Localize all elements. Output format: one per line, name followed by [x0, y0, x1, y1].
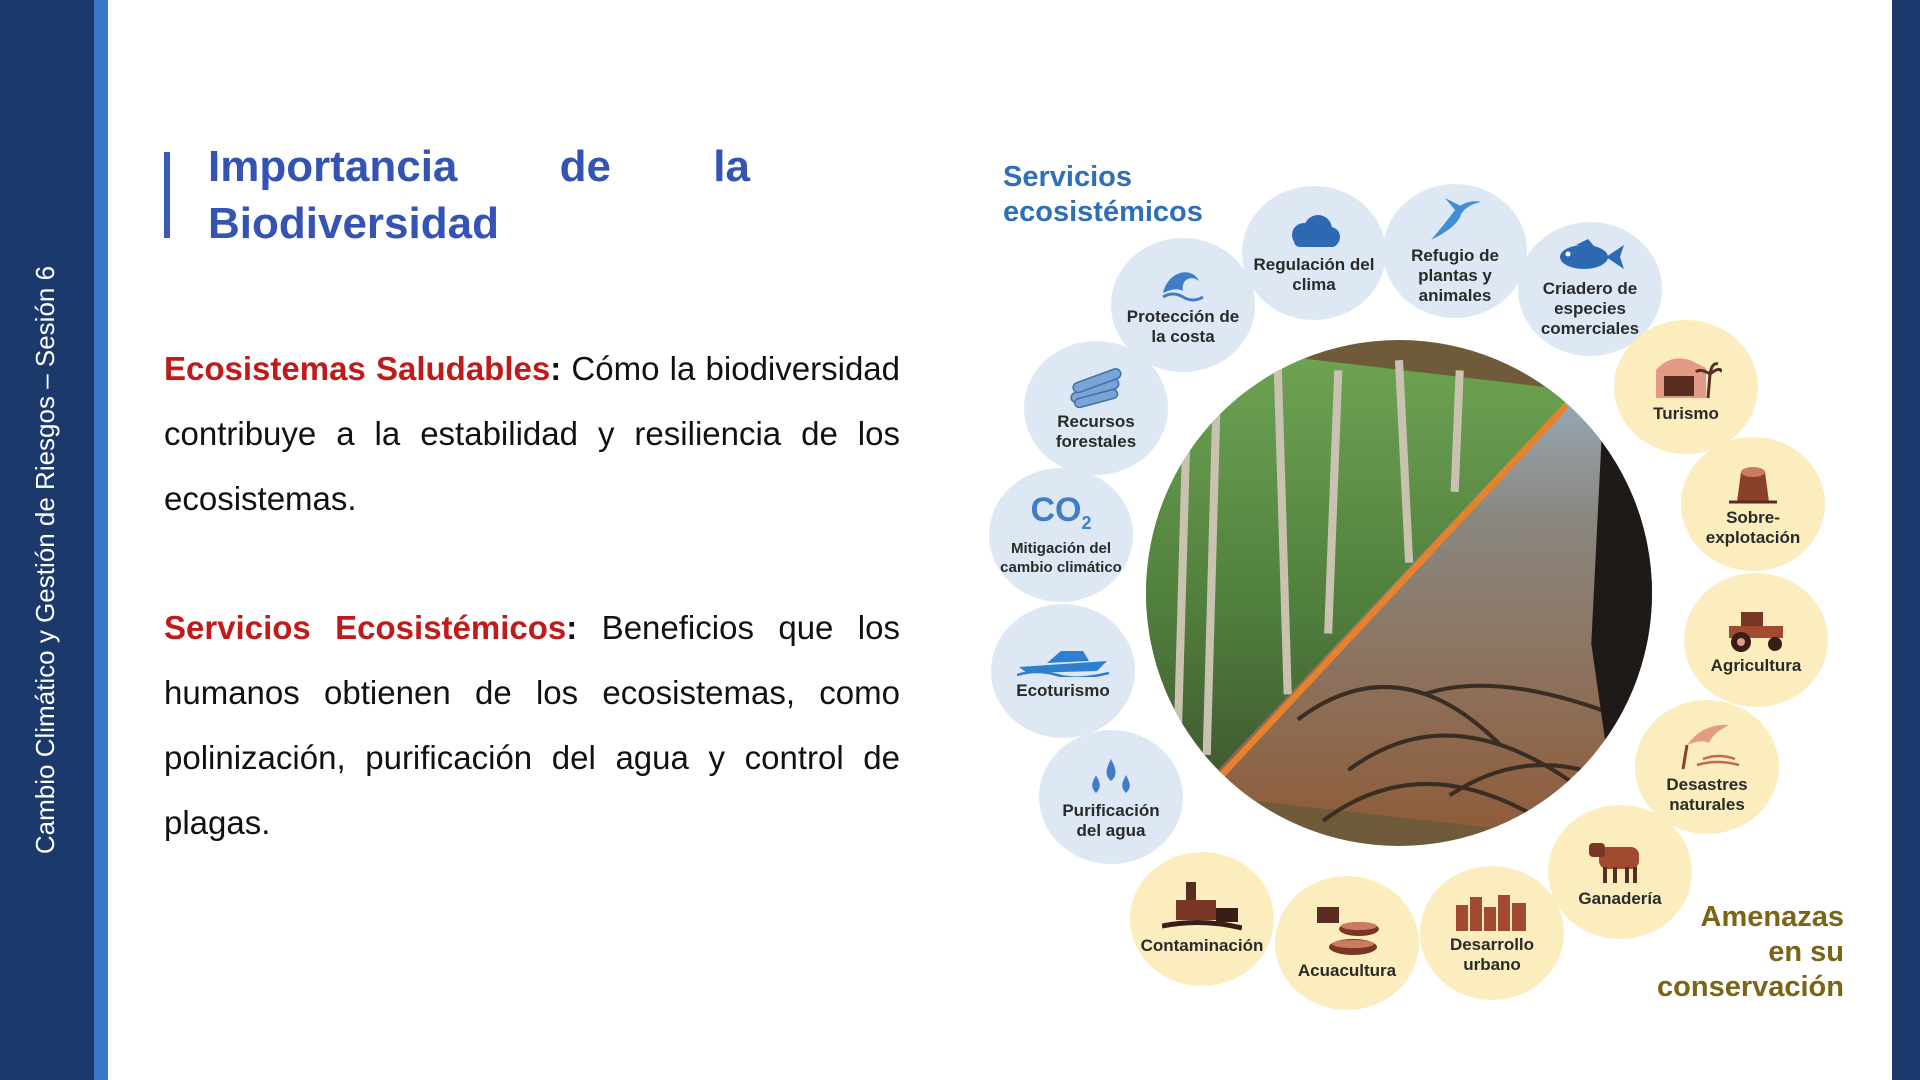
- title-line-1: [208, 138, 750, 195]
- course-session-label: Cambio Climático y Gestión de Riesgos – Sesión 6: [30, 265, 60, 855]
- factory-icon: [1162, 882, 1242, 932]
- paragraph-healthy-ecosystems: Ecosistemas Saludables: Cómo la biodiversidad contribuye a la estabilidad y resiliencia de los ecosistemas.: [164, 350, 900, 517]
- service-water-purification: Purificación del agua: [1039, 730, 1183, 864]
- paragraph-ecosystem-services: Servicios Ecosistémicos: Beneficios que los humanos obtienen de los ecosistemas, como polinización, purificación del agua y control de plagas.: [164, 609, 900, 841]
- service-forest-resources: Recursos forestales: [1024, 341, 1168, 475]
- keyword: Ecosistemas Saludables: [164, 350, 551, 387]
- threat-overexploitation: Sobre-explotación: [1681, 437, 1825, 571]
- left-accent-stripe: [94, 0, 108, 1080]
- service-wildlife-refuge: Refugio de plantas y animales: [1383, 184, 1527, 318]
- page-title: [208, 138, 750, 252]
- threat-tourism: Turismo: [1614, 320, 1758, 454]
- wave-icon: [1159, 263, 1207, 303]
- storm-icon: [1673, 719, 1741, 771]
- threat-pollution: Contaminación: [1130, 852, 1274, 986]
- threat-agriculture: Agricultura: [1684, 573, 1828, 707]
- boat-icon: [1017, 641, 1109, 677]
- service-coast-protection: Protección de la costa: [1111, 238, 1255, 372]
- services-heading: Servicios ecosistémicos: [1003, 161, 1203, 228]
- service-ecotourism: Ecoturismo: [991, 604, 1135, 738]
- mangrove-photo: [1146, 340, 1652, 846]
- cow-icon: [1585, 835, 1655, 885]
- ponds-icon: [1311, 905, 1383, 957]
- threat-aquaculture: Acuacultura: [1275, 876, 1419, 1010]
- paragraph-text: Beneficios que los humanos obtienen de los ecosistemas, como polinización, purificación del agua y control de plagas.: [164, 609, 900, 841]
- keyword: Servicios Ecosistémicos: [164, 609, 567, 646]
- title-word: Importancia: [208, 142, 458, 191]
- title-word: la: [713, 142, 750, 191]
- threats-heading: Amenazas en su conservación: [1657, 901, 1844, 1003]
- city-icon: [1452, 891, 1532, 931]
- tractor-icon: [1721, 604, 1791, 652]
- threat-natural-disasters: Desastres naturales: [1635, 700, 1779, 834]
- title-accent-bar: [164, 152, 170, 238]
- resort-icon: [1650, 350, 1722, 400]
- title-word: de: [559, 142, 612, 191]
- water-drops-icon: [1084, 753, 1138, 797]
- paragraph-text: Cómo la biodiversidad contribuye a la estabilidad y resiliencia de los ecosistemas.: [164, 350, 900, 517]
- fish-icon: [1554, 239, 1626, 275]
- stump-icon: [1725, 460, 1781, 504]
- right-sidebar: [1892, 0, 1920, 1080]
- wood-icon: [1064, 364, 1128, 408]
- threat-urban-development: Desarrollo urbano: [1420, 866, 1564, 1000]
- bird-icon: [1425, 196, 1485, 242]
- service-climate-regulation: Regulación del clima: [1242, 186, 1386, 320]
- cloud-icon: [1284, 211, 1344, 251]
- service-fish-nursery: Criadero de especies comerciales: [1518, 222, 1662, 356]
- title-line-2: Biodiversidad: [208, 199, 499, 248]
- service-climate-mitigation: $CO_2$ Mitigación del cambio climático: [989, 468, 1133, 602]
- co2-icon: $CO_2$: [1030, 490, 1092, 533]
- threat-livestock: Ganadería: [1548, 805, 1692, 939]
